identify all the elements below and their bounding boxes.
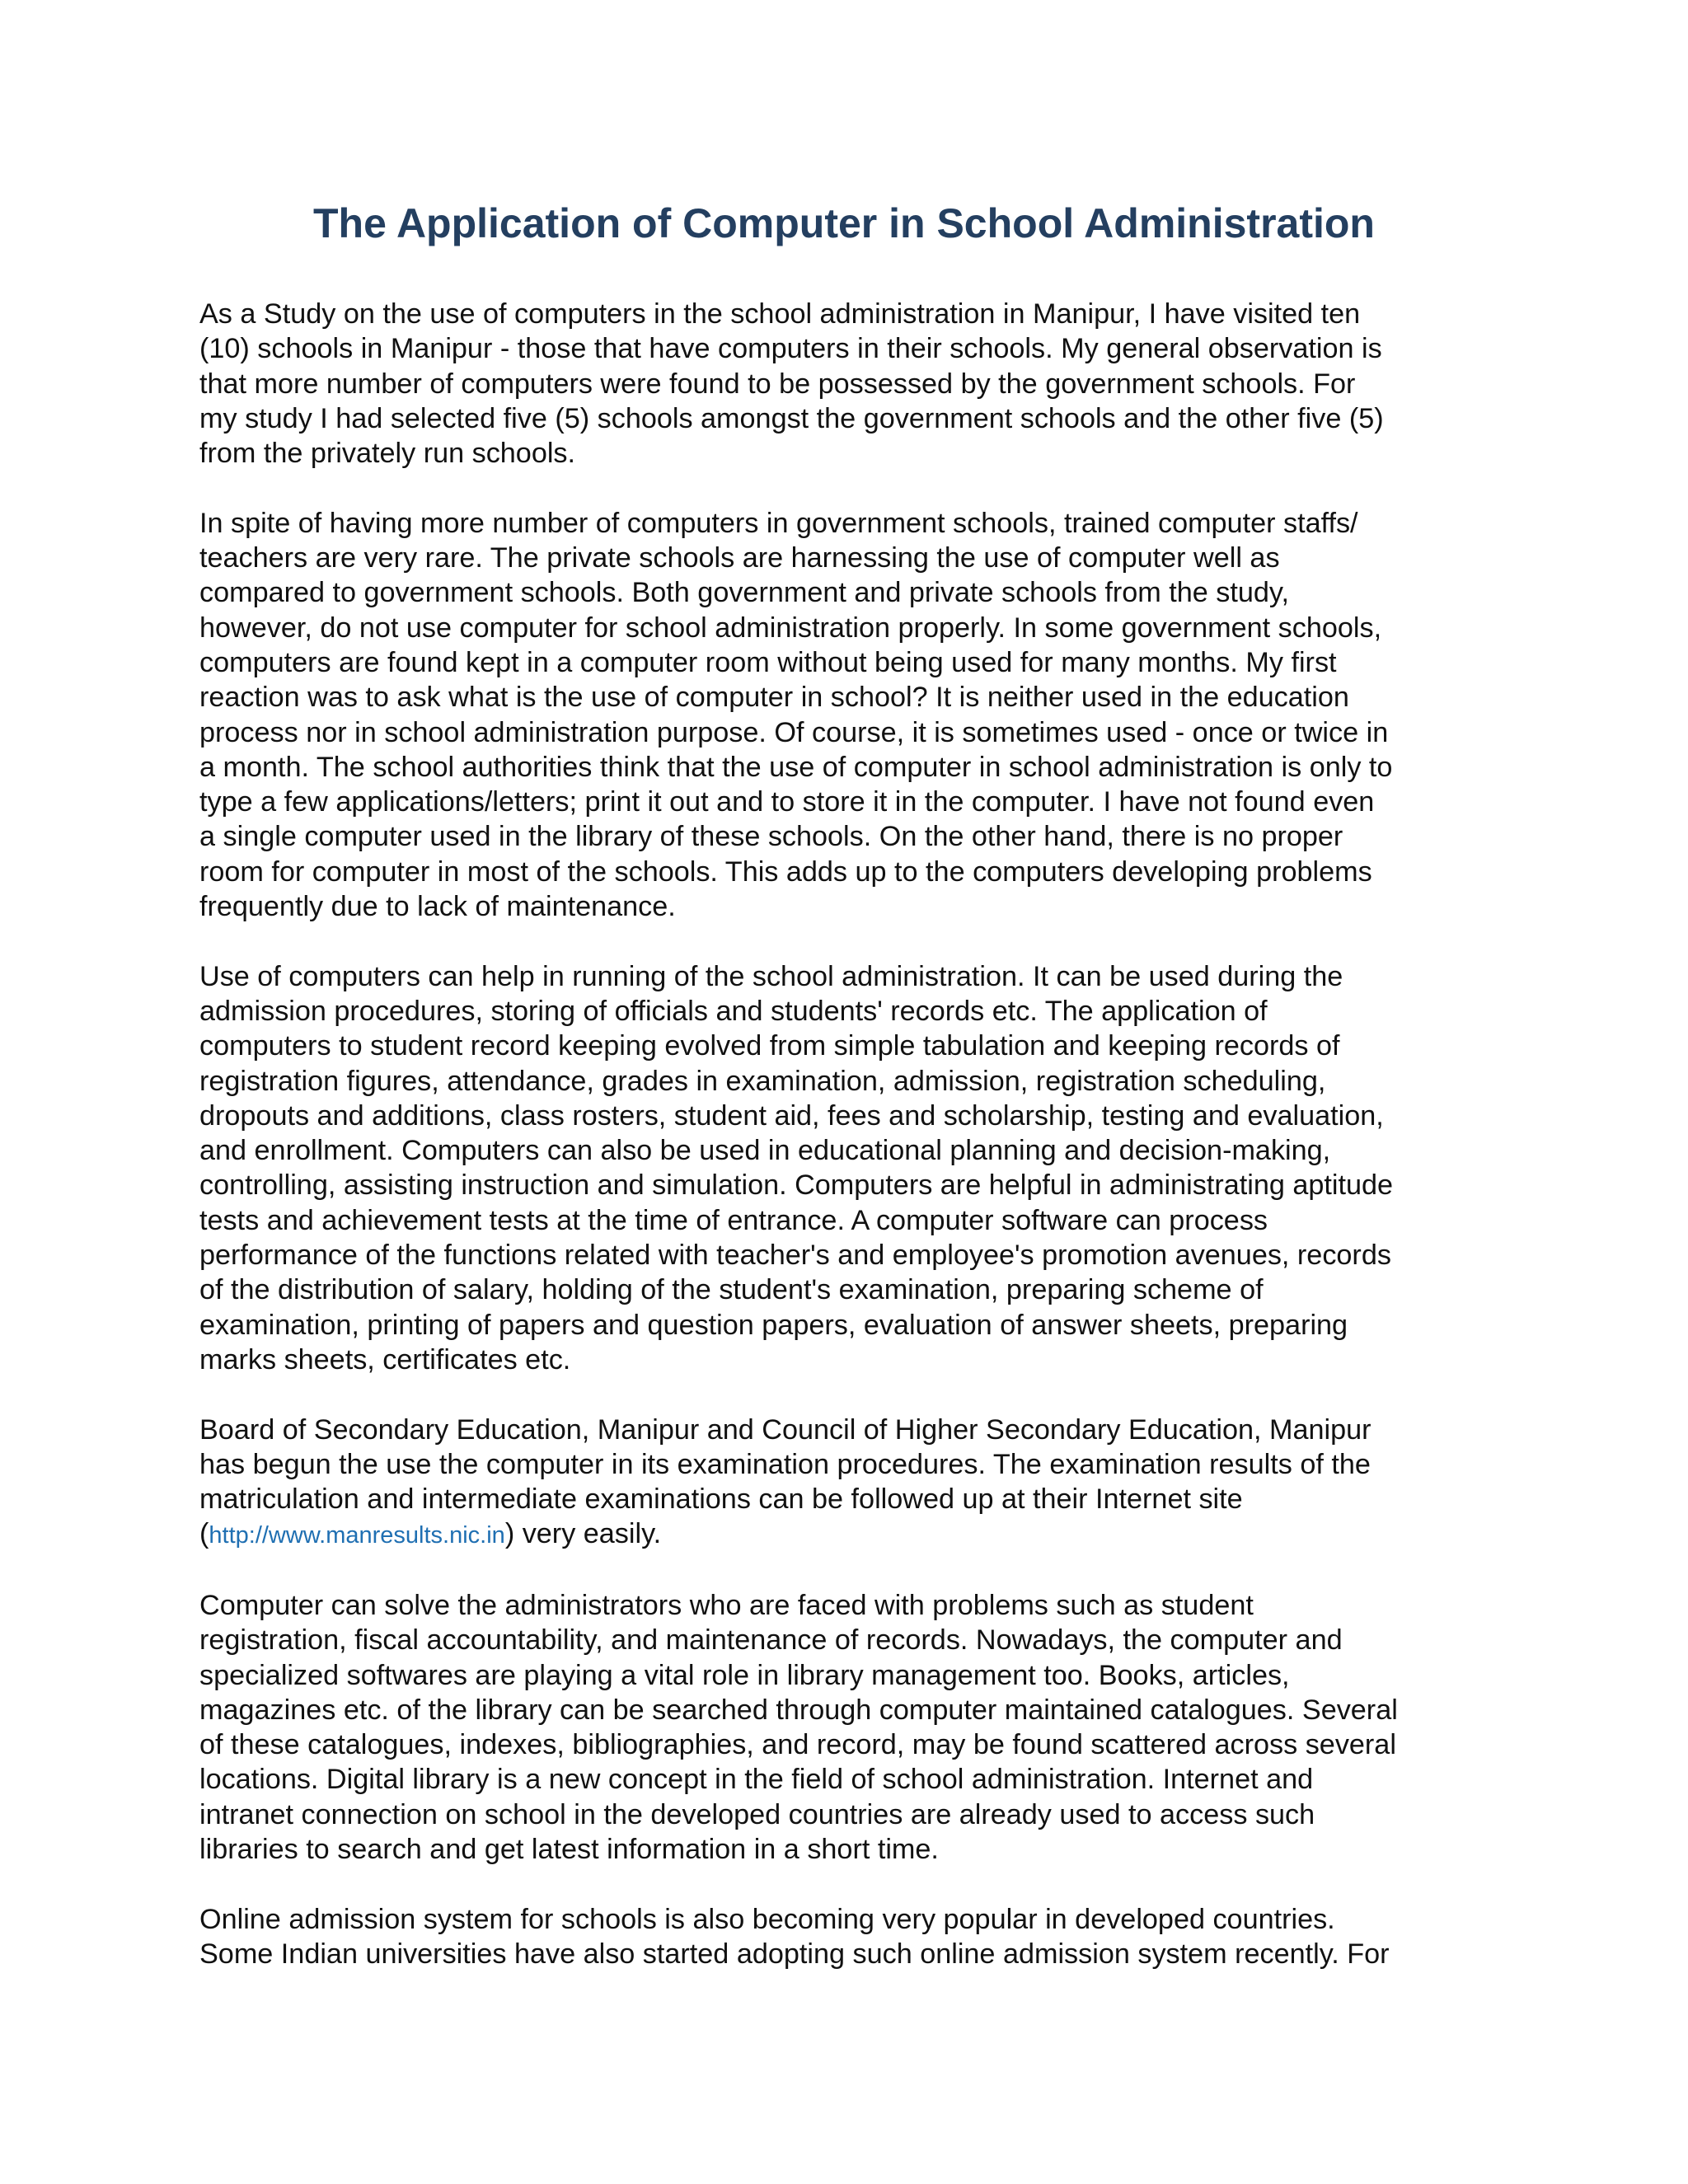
link-text-line <box>199 1516 1502 1553</box>
paragraph-1 <box>199 297 1502 471</box>
results-site-link[interactable]: http://www.manresults.nic.in <box>209 1522 505 1549</box>
open-paren: ( <box>199 1518 209 1550</box>
text-line: marks sheets, certificates etc. <box>199 1343 571 1376</box>
text-line: has begun the use the computer in its examination procedures. The examination results of the <box>199 1448 1371 1480</box>
close-paren: ) <box>504 1518 515 1550</box>
text-line: type a few applications/letters; print it out and to store it in the computer. I have not found even <box>199 786 1375 818</box>
text-line: tests and achievement tests at the time of entrance. A computer software can process <box>199 1204 1268 1236</box>
text-line: however, do not use computer for school administration properly. In some government schools, <box>199 612 1382 644</box>
text-line: from the privately run schools. <box>199 438 576 470</box>
text-line: dropouts and additions, class rosters, student aid, fees and scholarship, testing and evaluation, <box>199 1099 1384 1132</box>
paragraph-6 <box>199 1902 1502 1972</box>
paragraph-4 <box>199 1413 1502 1554</box>
text-line: magazines etc. of the library can be searched through computer maintained catalogues. Several <box>199 1694 1398 1726</box>
text-line: reaction was to ask what is the use of computer in school? It is neither used in the education <box>199 682 1349 714</box>
text-line: Online admission system for schools is also becoming very popular in developed countries. <box>199 1903 1335 1935</box>
text-line: controlling, assisting instruction and simulation. Computers are helpful in administrating aptitude <box>199 1169 1394 1202</box>
text-line: and enrollment. Computers can also be used in educational planning and decision-making, <box>199 1135 1331 1167</box>
paragraph-3 <box>199 959 1502 1378</box>
text-line: computers are found kept in a computer room without being used for many months. My first <box>199 646 1337 678</box>
text-line: of the distribution of salary, holding of the student's examination, preparing scheme of <box>199 1274 1264 1306</box>
text-line: As a Study on the use of computers in the school administration in Manipur, I have visited ten <box>199 298 1361 330</box>
text-line: admission procedures, storing of officials and students' records etc. The application of <box>199 995 1268 1027</box>
text-line: Board of Secondary Education, Manipur and Council of Higher Secondary Education, Manipur <box>199 1413 1372 1446</box>
text-line: registration figures, attendance, grades in examination, admission, registration scheduling, <box>199 1065 1326 1097</box>
text-line: In spite of having more number of computers in government schools, trained computer staffs/ <box>199 507 1358 539</box>
paragraph-2 <box>199 506 1502 925</box>
text-line: that more number of computers were found to be possessed by the government schools. For <box>199 368 1356 400</box>
text-line: specialized softwares are playing a vital role in library management too. Books, articles, <box>199 1659 1290 1691</box>
text-line: registration, fiscal accountability, and maintenance of records. Nowadays, the computer and <box>199 1624 1343 1657</box>
text-line: room for computer in most of the schools. This adds up to the computers developing problems <box>199 855 1372 888</box>
text-line: intranet connection on school in the developed countries are already used to access such <box>199 1798 1315 1830</box>
text-line: a single computer used in the library of these schools. On the other hand, there is no proper <box>199 821 1343 853</box>
text-line: computers to student record keeping evolved from simple tabulation and keeping records of <box>199 1030 1340 1062</box>
text-line: locations. Digital library is a new concept in the field of school administration. Internet and <box>199 1764 1314 1796</box>
text-line: libraries to search and get latest information in a short time. <box>199 1834 939 1866</box>
text-line: process nor in school administration purpose. Of course, it is sometimes used - once or twice in <box>199 716 1389 748</box>
text-line: performance of the functions related with teacher's and employee's promotion avenues, records <box>199 1240 1391 1272</box>
link-trailing-text: very easily. <box>514 1518 662 1550</box>
text-line: examination, printing of papers and question papers, evaluation of answer sheets, preparing <box>199 1309 1348 1341</box>
text-line: Computer can solve the administrators who are faced with problems such as student <box>199 1589 1254 1621</box>
text-line: matriculation and intermediate examinations can be followed up at their Internet site <box>199 1483 1243 1516</box>
document-body <box>199 297 1502 2007</box>
text-line: Some Indian universities have also started adopting such online admission system recently. For <box>199 1938 1390 1970</box>
text-line: Use of computers can help in running of the school administration. It can be used during the <box>199 960 1343 992</box>
document-title: The Application of Computer in School Administration <box>313 200 1375 246</box>
paragraph-5 <box>199 1588 1502 1867</box>
text-line: compared to government schools. Both government and private schools from the study, <box>199 577 1289 609</box>
text-line: a month. The school authorities think that the use of computer in school administration is only to <box>199 751 1393 783</box>
text-line: my study I had selected five (5) schools amongst the government schools and the other five (5) <box>199 402 1384 434</box>
text-line: (10) schools in Manipur - those that have computers in their schools. My general observation is <box>199 333 1382 365</box>
text-line: frequently due to lack of maintenance. <box>199 891 676 923</box>
text-line: of these catalogues, indexes, bibliographies, and record, may be found scattered across several <box>199 1729 1396 1761</box>
text-line: teachers are very rare. The private schools are harnessing the use of computer well as <box>199 542 1280 574</box>
